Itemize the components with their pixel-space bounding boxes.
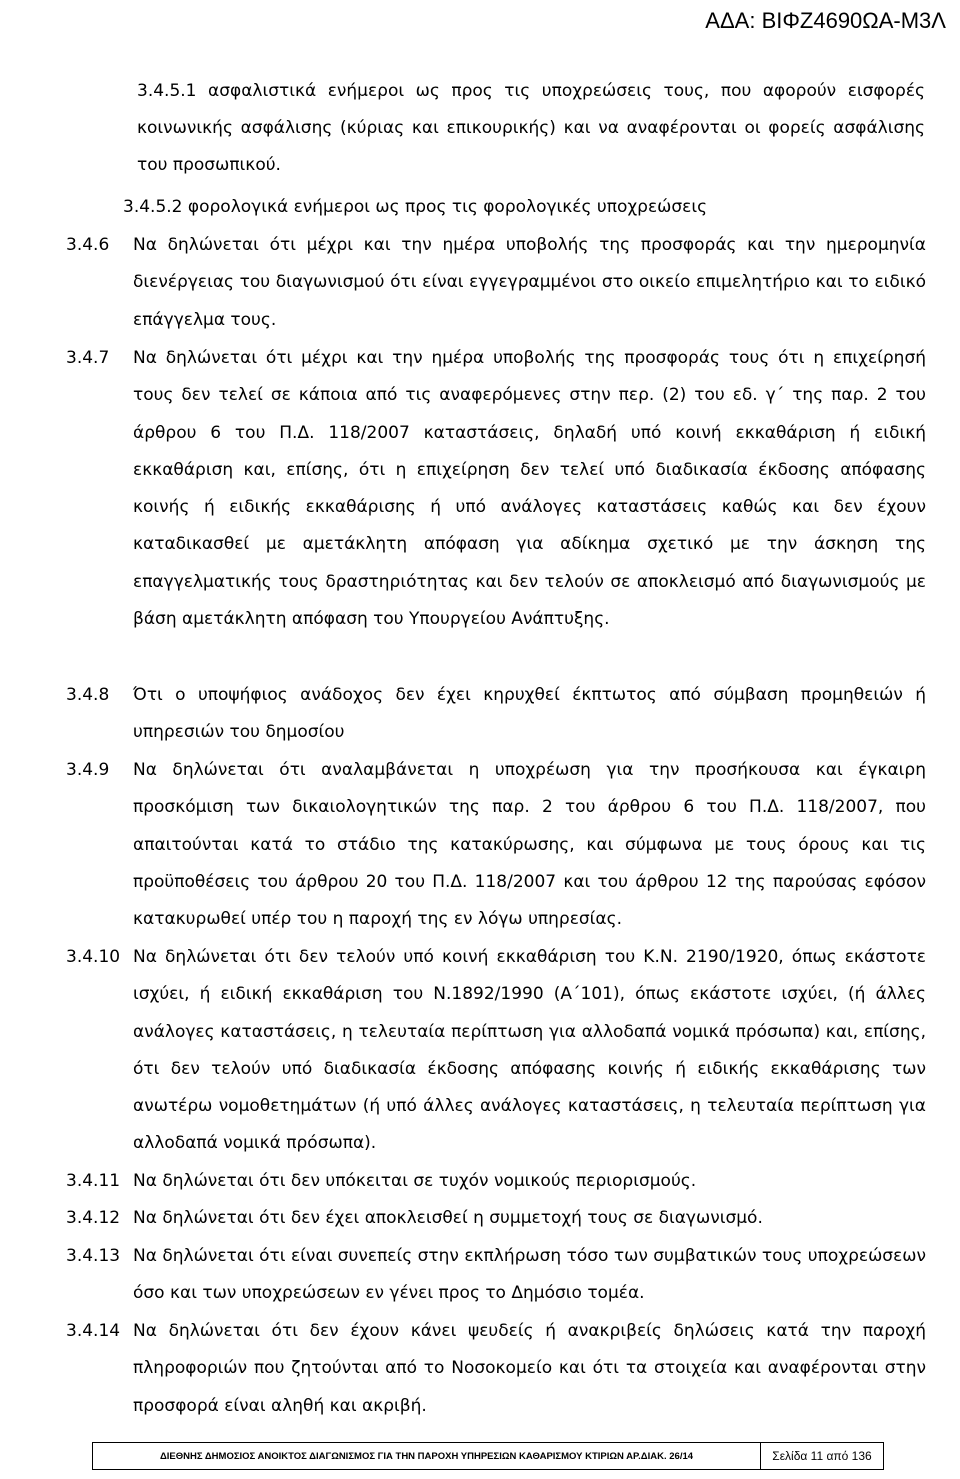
section-text: Να δηλώνεται ότι μέχρι και την ημέρα υποβολής της προσφοράς και την ημερομηνία διενέργειας του διαγωνισμού ότι είναι εγγεγραμμένοι στο οικείο επιμελητήριο και το ειδικό επάγγελμα τους. [133, 235, 926, 330]
section-text: Να δηλώνεται ότι δεν έχει αποκλεισθεί η συμμετοχή τους σε διαγωνισμό. [133, 1208, 763, 1228]
section-number: 3.4.8 [66, 685, 110, 705]
section-3-4-7 [66, 340, 926, 638]
section-3-4-9 [66, 752, 926, 938]
section-3-4-11 [66, 1163, 926, 1200]
section-number: 3.4.14 [66, 1321, 121, 1341]
section-number: 3.4.9 [66, 760, 110, 780]
section-number: 3.4.11 [66, 1171, 121, 1191]
section-number: 3.4.12 [66, 1208, 121, 1228]
section-text: Να δηλώνεται ότι δεν τελούν υπό κοινή εκκαθάριση του Κ.Ν. 2190/1920, όπως εκάστοτε ισχύει, ή ειδική εκκαθάριση του Ν.1892/1990 (Α΄101), όπως εκάστοτε ισχύει, (ή άλλες ανάλογες καταστάσεις, η τελευταία περίπτωση για αλλοδαπά νομικά πρόσωπα) και, επίσης, ότι δεν τελούν υπό διαδικασία έκδοσης απόφασης κοινής ή ειδικής εκκαθάρισης των ανωτέρω νομοθετημάτων (ή υπό άλλες ανάλογες καταστάσεις, η τελευταία περίπτωση για αλλοδαπά νομικά πρόσωπα). [133, 947, 926, 1154]
footer-title: ΔΙΕΘΝΗΣ ΔΗΜΟΣΙΟΣ ΑΝΟΙΚΤΟΣ ΔΙΑΓΩΝΙΣΜΟΣ ΓΙΑ ΤΗΝ ΠΑΡΟΧΗ ΥΠΗΡΕΣΙΩΝ ΚΑΘΑΡΙΣΜΟΥ ΚΤΙΡΙΩΝ ΑΡ.ΔΙΑΚ. 26/14 [93, 1443, 761, 1469]
section-text: Να δηλώνεται ότι δεν έχουν κάνει ψευδείς ή ανακριβείς δηλώσεις κατά την παροχή πληροφοριών που ζητούνται από το Νοσοκομείο και ότι τα στοιχεία και αναφέρονται στην προσφορά είναι αληθή και ακριβή. [133, 1321, 926, 1416]
section-number: 3.4.13 [66, 1246, 121, 1266]
section-text: Να δηλώνεται ότι αναλαμβάνεται η υποχρέωση για την προσήκουσα και έγκαιρη προσκόμιση των δικαιολογητικών της παρ. 2 του άρθρου 6 του Π.Δ. 118/2007, που απαιτούνται κατά το στάδιο της κατακύρωσης, και σύμφωνα με τους όρους και τις προϋποθέσεις του άρθρου 20 του Π.Δ. 118/2007 και του άρθρου 12 της παρούσας εφόσον κατακυρωθεί υπέρ του η παροχή της εν λόγω υπηρεσίας. [133, 760, 926, 930]
section-number: 3.4.10 [66, 947, 121, 967]
section-text: Να δηλώνεται ότι δεν υπόκειται σε τυχόν νομικούς περιορισμούς. [133, 1171, 697, 1191]
section-number: 3.4.5.1 [137, 81, 197, 101]
ada-code: ΑΔΑ: ΒΙΦΖ4690ΩΑ-Μ3Λ [705, 8, 946, 33]
section-3-4-13 [66, 1238, 926, 1313]
section-3-4-5-2 [123, 189, 911, 226]
page-footer [92, 1442, 884, 1470]
section-number: 3.4.7 [66, 348, 110, 368]
section-text: Να δηλώνεται ότι είναι συνεπείς στην εκπλήρωση τόσο των συμβατικών τους υποχρεώσεων όσο και των υποχρεώσεων εν γένει προς το Δημόσιο τομέα. [133, 1246, 926, 1304]
section-text: Ότι ο υποψήφιος ανάδοχος δεν έχει κηρυχθεί έκπτωτος από σύμβαση προμηθειών ή υπηρεσιών του δημοσίου [133, 685, 926, 743]
section-3-4-8 [66, 677, 926, 752]
section-3-4-6 [66, 227, 926, 339]
section-3-4-10 [66, 939, 926, 1163]
page-number: Σελίδα 11 από 136 [772, 1449, 872, 1463]
section-text: Να δηλώνεται ότι μέχρι και την ημέρα υποβολής της προσφοράς τους ότι η επιχείρησή τους δεν τελεί σε κάποια από τις αναφερόμενες στην περ. (2) του εδ. γ΄ της παρ. 2 του άρθρου 6 του Π.Δ. 118/2007 καταστάσεις, δηλαδή υπό κοινή εκκαθάριση ή ειδική εκκαθάριση και, επίσης, ότι η επιχείρηση δεν τελεί υπό διαδικασία έκδοσης απόφασης κοινής ή ειδικής εκκαθάρισης ή υπό ανάλογες καταστάσεις καθώς και δεν έχουν καταδικασθεί με αμετάκλητη απόφαση για αδίκημα σχετικό με την άσκηση της επαγγελματικής τους δραστηριότητας και δεν τελούν σε αποκλεισμό από διαγωνισμούς με βάση αμετάκλητη απόφαση του Υπουργείου Ανάπτυξης. [133, 348, 926, 630]
section-3-4-5-1 [137, 73, 925, 184]
section-number: 3.4.5.2 [123, 197, 183, 217]
section-number: 3.4.6 [66, 235, 110, 255]
section-text: ασφαλιστικά ενήμεροι ως προς τις υποχρεώσεις τους, που αφορούν εισφορές κοινωνικής ασφάλισης (κύριας και επικουρικής) και να αναφέρονται οι φορείς ασφάλισης του προσωπικού. [137, 81, 925, 175]
section-3-4-12 [66, 1200, 926, 1237]
section-3-4-14 [66, 1313, 926, 1425]
section-text: φορολογικά ενήμεροι ως προς τις φορολογικές υποχρεώσεις [182, 197, 708, 217]
